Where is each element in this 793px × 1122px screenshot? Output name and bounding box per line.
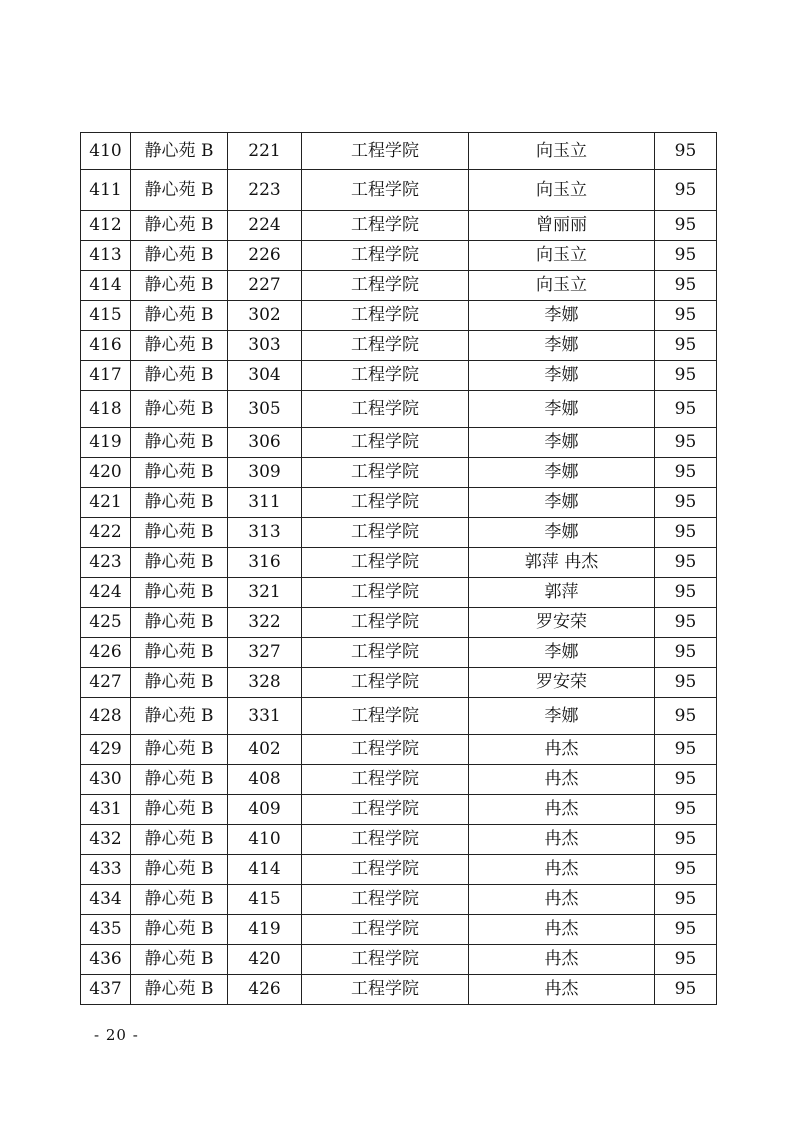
room-number-cell: 313 [228,518,302,548]
responsible-person-cell: 向玉立 [469,271,655,301]
room-number-cell: 402 [228,735,302,765]
college-cell: 工程学院 [302,825,469,855]
table-row [81,855,717,885]
score-cell: 95 [655,698,717,735]
score-cell: 95 [655,945,717,975]
score-cell: 95 [655,241,717,271]
score-cell: 95 [655,271,717,301]
row-number-cell: 431 [81,795,131,825]
room-number-cell: 303 [228,331,302,361]
room-number-cell: 321 [228,578,302,608]
score-cell: 95 [655,170,717,211]
score-cell: 95 [655,428,717,458]
college-cell: 工程学院 [302,488,469,518]
table-row [81,668,717,698]
row-number-cell: 425 [81,608,131,638]
building-cell: 静心苑 B [131,975,228,1005]
college-cell: 工程学院 [302,765,469,795]
building-cell: 静心苑 B [131,211,228,241]
table-row [81,458,717,488]
room-number-cell: 408 [228,765,302,795]
row-number-cell: 421 [81,488,131,518]
responsible-person-cell: 李娜 [469,361,655,391]
responsible-person-cell: 冉杰 [469,735,655,765]
row-number-cell: 424 [81,578,131,608]
room-number-cell: 414 [228,855,302,885]
row-number-cell: 415 [81,301,131,331]
responsible-person-cell: 李娜 [469,391,655,428]
room-number-cell: 311 [228,488,302,518]
building-cell: 静心苑 B [131,795,228,825]
table-row [81,795,717,825]
responsible-person-cell: 郭萍 [469,578,655,608]
college-cell: 工程学院 [302,855,469,885]
responsible-person-cell: 向玉立 [469,170,655,211]
table-row [81,915,717,945]
score-cell: 95 [655,608,717,638]
table-row [81,975,717,1005]
responsible-person-cell: 罗安荣 [469,608,655,638]
table-row [81,518,717,548]
table-row [81,608,717,638]
building-cell: 静心苑 B [131,825,228,855]
responsible-person-cell: 李娜 [469,488,655,518]
responsible-person-cell: 冉杰 [469,975,655,1005]
row-number-cell: 410 [81,133,131,170]
college-cell: 工程学院 [302,578,469,608]
score-cell: 95 [655,915,717,945]
table-body [81,133,717,1005]
table-row [81,133,717,170]
college-cell: 工程学院 [302,241,469,271]
score-cell: 95 [655,548,717,578]
table-row [81,391,717,428]
room-number-cell: 410 [228,825,302,855]
table-row [81,488,717,518]
row-number-cell: 430 [81,765,131,795]
score-cell: 95 [655,638,717,668]
room-number-cell: 309 [228,458,302,488]
table-row [81,698,717,735]
building-cell: 静心苑 B [131,391,228,428]
table-row [81,170,717,211]
responsible-person-cell: 冉杰 [469,915,655,945]
building-cell: 静心苑 B [131,458,228,488]
room-number-cell: 415 [228,885,302,915]
row-number-cell: 436 [81,945,131,975]
building-cell: 静心苑 B [131,855,228,885]
score-cell: 95 [655,795,717,825]
college-cell: 工程学院 [302,211,469,241]
building-cell: 静心苑 B [131,668,228,698]
room-number-cell: 224 [228,211,302,241]
building-cell: 静心苑 B [131,488,228,518]
row-number-cell: 416 [81,331,131,361]
table-row [81,825,717,855]
score-cell: 95 [655,331,717,361]
college-cell: 工程学院 [302,458,469,488]
score-cell: 95 [655,458,717,488]
table-row [81,885,717,915]
responsible-person-cell: 李娜 [469,518,655,548]
college-cell: 工程学院 [302,170,469,211]
table-row [81,271,717,301]
college-cell: 工程学院 [302,735,469,765]
responsible-person-cell: 向玉立 [469,133,655,170]
score-cell: 95 [655,488,717,518]
college-cell: 工程学院 [302,548,469,578]
building-cell: 静心苑 B [131,428,228,458]
row-number-cell: 433 [81,855,131,885]
dormitory-score-table [80,132,717,1005]
room-number-cell: 305 [228,391,302,428]
responsible-person-cell: 李娜 [469,331,655,361]
row-number-cell: 419 [81,428,131,458]
table-row [81,548,717,578]
row-number-cell: 434 [81,885,131,915]
room-number-cell: 316 [228,548,302,578]
score-cell: 95 [655,885,717,915]
row-number-cell: 420 [81,458,131,488]
building-cell: 静心苑 B [131,578,228,608]
table-row [81,765,717,795]
row-number-cell: 432 [81,825,131,855]
building-cell: 静心苑 B [131,945,228,975]
building-cell: 静心苑 B [131,548,228,578]
responsible-person-cell: 郭萍 冉杰 [469,548,655,578]
responsible-person-cell: 李娜 [469,301,655,331]
building-cell: 静心苑 B [131,241,228,271]
building-cell: 静心苑 B [131,885,228,915]
responsible-person-cell: 李娜 [469,698,655,735]
score-cell: 95 [655,765,717,795]
college-cell: 工程学院 [302,915,469,945]
row-number-cell: 426 [81,638,131,668]
score-cell: 95 [655,825,717,855]
row-number-cell: 414 [81,271,131,301]
college-cell: 工程学院 [302,698,469,735]
row-number-cell: 435 [81,915,131,945]
responsible-person-cell: 冉杰 [469,765,655,795]
room-number-cell: 327 [228,638,302,668]
room-number-cell: 331 [228,698,302,735]
college-cell: 工程学院 [302,795,469,825]
score-cell: 95 [655,133,717,170]
table-row [81,211,717,241]
table-row [81,361,717,391]
responsible-person-cell: 冉杰 [469,795,655,825]
responsible-person-cell: 冉杰 [469,885,655,915]
room-number-cell: 322 [228,608,302,638]
score-cell: 95 [655,391,717,428]
responsible-person-cell: 冉杰 [469,945,655,975]
building-cell: 静心苑 B [131,133,228,170]
college-cell: 工程学院 [302,975,469,1005]
building-cell: 静心苑 B [131,735,228,765]
building-cell: 静心苑 B [131,608,228,638]
responsible-person-cell: 罗安荣 [469,668,655,698]
building-cell: 静心苑 B [131,638,228,668]
score-cell: 95 [655,211,717,241]
building-cell: 静心苑 B [131,271,228,301]
building-cell: 静心苑 B [131,301,228,331]
row-number-cell: 418 [81,391,131,428]
row-number-cell: 427 [81,668,131,698]
building-cell: 静心苑 B [131,331,228,361]
table-row [81,735,717,765]
room-number-cell: 223 [228,170,302,211]
row-number-cell: 428 [81,698,131,735]
row-number-cell: 417 [81,361,131,391]
college-cell: 工程学院 [302,361,469,391]
building-cell: 静心苑 B [131,361,228,391]
page-number: - 20 - [94,1026,139,1044]
college-cell: 工程学院 [302,271,469,301]
room-number-cell: 328 [228,668,302,698]
table-row [81,945,717,975]
table-row [81,241,717,271]
room-number-cell: 227 [228,271,302,301]
room-number-cell: 420 [228,945,302,975]
responsible-person-cell: 冉杰 [469,825,655,855]
college-cell: 工程学院 [302,668,469,698]
score-cell: 95 [655,301,717,331]
room-number-cell: 221 [228,133,302,170]
college-cell: 工程学院 [302,428,469,458]
row-number-cell: 429 [81,735,131,765]
score-cell: 95 [655,855,717,885]
room-number-cell: 419 [228,915,302,945]
college-cell: 工程学院 [302,945,469,975]
building-cell: 静心苑 B [131,915,228,945]
score-cell: 95 [655,361,717,391]
score-cell: 95 [655,578,717,608]
room-number-cell: 306 [228,428,302,458]
room-number-cell: 302 [228,301,302,331]
score-cell: 95 [655,735,717,765]
college-cell: 工程学院 [302,885,469,915]
building-cell: 静心苑 B [131,698,228,735]
building-cell: 静心苑 B [131,518,228,548]
college-cell: 工程学院 [302,301,469,331]
college-cell: 工程学院 [302,638,469,668]
table-row [81,331,717,361]
responsible-person-cell: 冉杰 [469,855,655,885]
room-number-cell: 426 [228,975,302,1005]
row-number-cell: 437 [81,975,131,1005]
room-number-cell: 226 [228,241,302,271]
table-row [81,428,717,458]
college-cell: 工程学院 [302,331,469,361]
row-number-cell: 423 [81,548,131,578]
row-number-cell: 413 [81,241,131,271]
score-cell: 95 [655,518,717,548]
responsible-person-cell: 曾丽丽 [469,211,655,241]
row-number-cell: 422 [81,518,131,548]
room-number-cell: 409 [228,795,302,825]
building-cell: 静心苑 B [131,170,228,211]
responsible-person-cell: 李娜 [469,638,655,668]
responsible-person-cell: 李娜 [469,458,655,488]
room-number-cell: 304 [228,361,302,391]
building-cell: 静心苑 B [131,765,228,795]
college-cell: 工程学院 [302,133,469,170]
table-row [81,578,717,608]
college-cell: 工程学院 [302,391,469,428]
score-cell: 95 [655,668,717,698]
college-cell: 工程学院 [302,608,469,638]
responsible-person-cell: 向玉立 [469,241,655,271]
score-cell: 95 [655,975,717,1005]
row-number-cell: 412 [81,211,131,241]
row-number-cell: 411 [81,170,131,211]
table-row [81,638,717,668]
college-cell: 工程学院 [302,518,469,548]
table-row [81,301,717,331]
responsible-person-cell: 李娜 [469,428,655,458]
